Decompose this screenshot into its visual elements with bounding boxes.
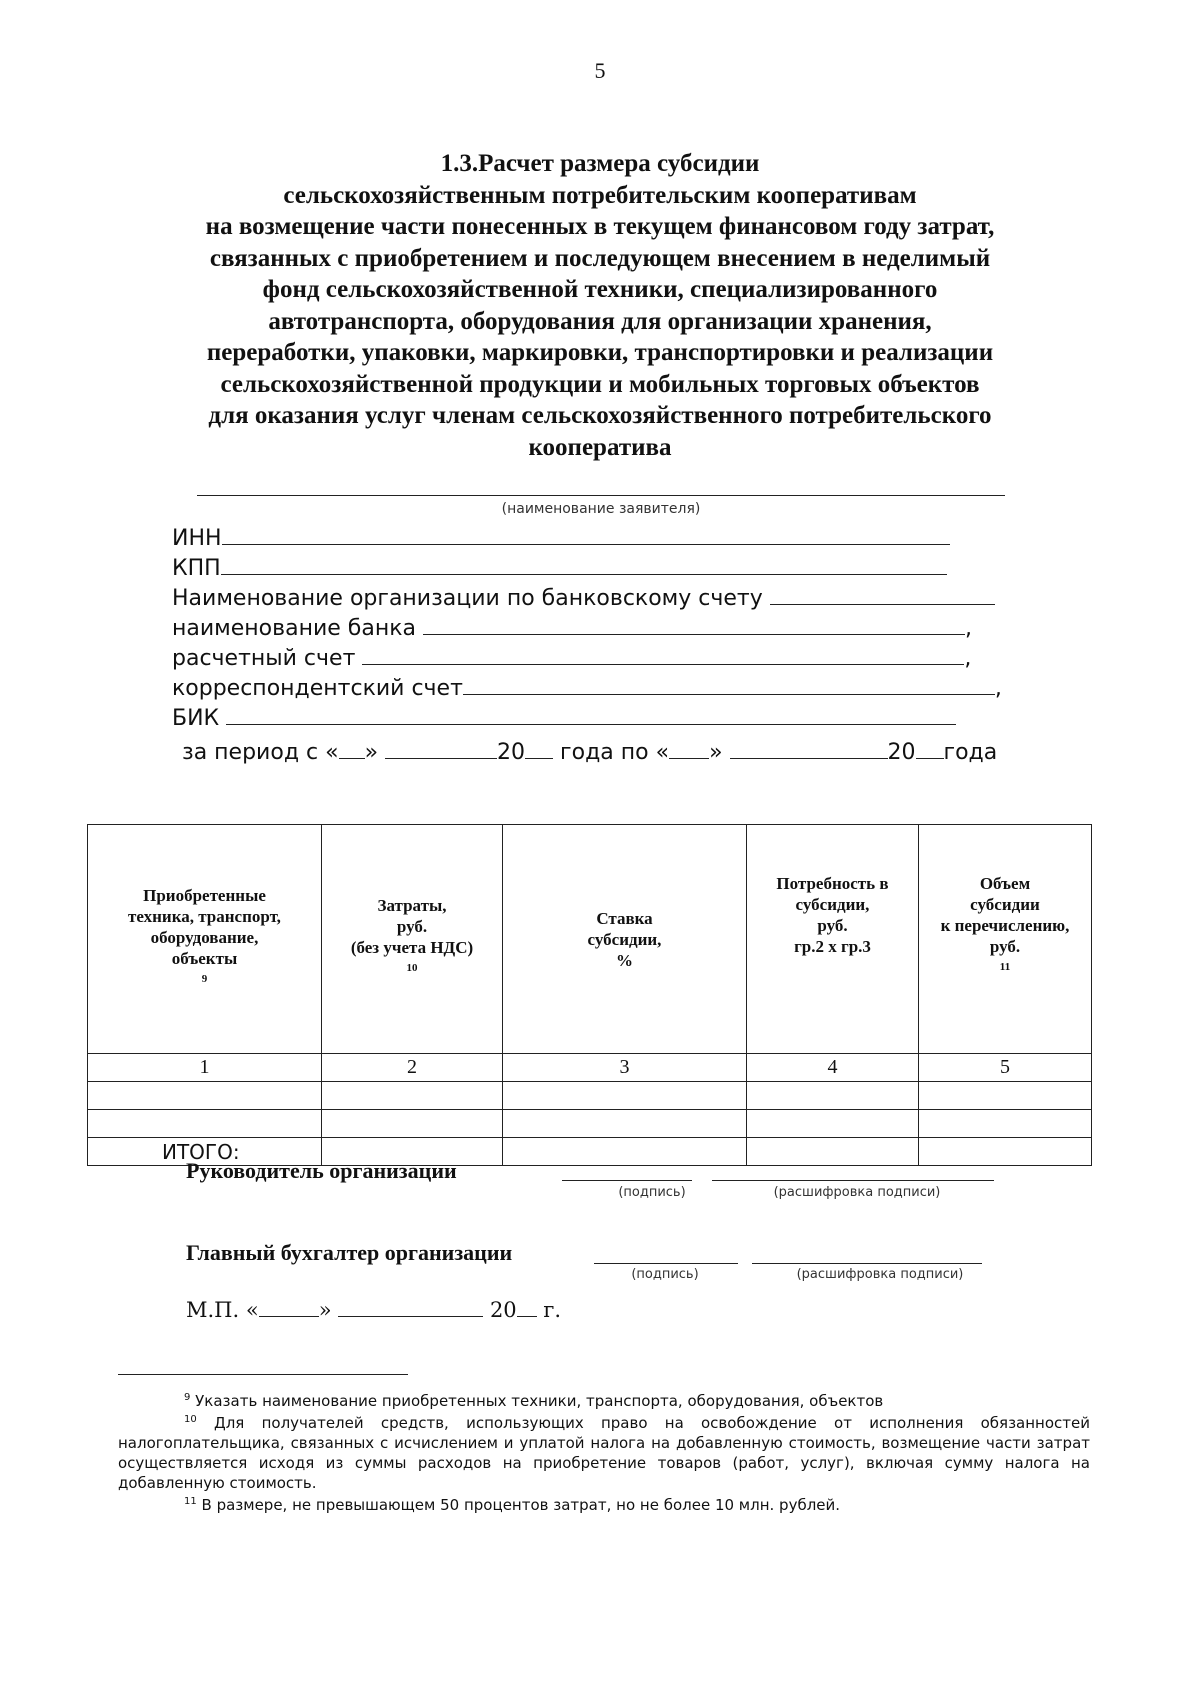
footnote-number: 10 xyxy=(184,1414,197,1425)
table-cell[interactable] xyxy=(88,1110,322,1138)
footnote-separator xyxy=(118,1374,408,1375)
table-cell[interactable] xyxy=(747,1110,919,1138)
header-line-inline: руб. xyxy=(989,937,1021,956)
header-line-inline: (без учета НДС) xyxy=(350,938,474,958)
bik-label: БИК xyxy=(172,706,220,731)
title-line: кооператива xyxy=(528,433,672,461)
header-line: руб. xyxy=(396,917,428,937)
column-number: 1 xyxy=(88,1054,322,1082)
document-title xyxy=(150,148,1050,463)
header-cell xyxy=(322,825,503,1054)
period-start-year-field[interactable] xyxy=(525,736,553,759)
column-number: 3 xyxy=(503,1054,747,1082)
org-name-row xyxy=(172,582,995,612)
period-end-day-field[interactable] xyxy=(669,736,709,759)
signature-caption: (подпись) xyxy=(618,1185,686,1200)
header-line: субсидии, xyxy=(587,929,662,949)
stamp-month-field[interactable] xyxy=(338,1296,483,1317)
header-line: оборудование, xyxy=(150,927,259,947)
period-mid: года по « xyxy=(560,740,670,765)
stamp-date-row xyxy=(186,1296,561,1322)
title-line: на возмещение части понесенных в текущем финансовом году затрат, xyxy=(205,213,995,240)
column-number-row xyxy=(88,1054,1092,1082)
header-line: Ставка xyxy=(596,908,653,928)
head-signature-field[interactable] xyxy=(562,1180,692,1181)
footnote-ref: 9 xyxy=(201,972,208,985)
comma: , xyxy=(964,646,972,671)
org-name-label: Наименование организации по банковскому счету xyxy=(172,586,763,611)
applicant-caption: (наименование заявителя) xyxy=(501,501,701,517)
year-prefix: 20 xyxy=(497,740,526,765)
header-line: техника, транспорт, xyxy=(128,906,281,926)
bik-field[interactable] xyxy=(226,702,956,725)
title-line: 1.3.Расчет размера субсидии xyxy=(440,150,760,177)
corr-account-row xyxy=(172,672,1002,702)
footnote-number: 11 xyxy=(184,1496,197,1507)
header-line: Потребность в xyxy=(776,874,889,893)
table-cell[interactable] xyxy=(322,1110,503,1138)
table-cell[interactable] xyxy=(919,1138,1092,1166)
account-label: расчетный счет xyxy=(172,646,356,671)
quote-close: » xyxy=(318,1298,332,1322)
table-header-row xyxy=(88,825,1092,1054)
decode-caption: (расшифровка подписи) xyxy=(773,1185,941,1200)
subsidy-table xyxy=(87,824,1092,1166)
head-signature-label: Руководитель организации xyxy=(186,1158,457,1183)
inn-label: ИНН xyxy=(172,526,222,551)
stamp-day-field[interactable] xyxy=(259,1296,319,1317)
bank-name-row xyxy=(172,612,972,642)
header-line: Объем xyxy=(979,874,1031,893)
footnote-number: 9 xyxy=(184,1392,191,1403)
title-line: автотранспорта, оборудования для организации хранения, xyxy=(268,307,932,335)
table-row xyxy=(88,1110,1092,1138)
column-number: 4 xyxy=(747,1054,919,1082)
total-label: ИТОГО: xyxy=(88,1138,322,1166)
column-number: 2 xyxy=(322,1054,503,1082)
chief-accountant-signature-label: Главный бухгалтер организации xyxy=(186,1240,513,1265)
bank-name-label: наименование банка xyxy=(172,616,416,641)
quote-close: » xyxy=(364,740,379,765)
footnote-text: Для получателей средств, использующих право на освобождение от исполнения обязанностей налогоплательщика, связанных с исчислением и уплатой налога на добавленную стоимость, возмещение части затрат осуществляется исходя из суммы расходов на приобретение товаров (работ, услуг), включая сумму налога на добавленную стоимость. xyxy=(118,1414,1090,1492)
table-cell[interactable] xyxy=(747,1138,919,1166)
period-prefix: за период с « xyxy=(182,740,339,765)
corr-account-field[interactable] xyxy=(463,672,995,695)
header-line-inline: объекты xyxy=(171,948,238,968)
chief-accountant-signature-field[interactable] xyxy=(594,1263,738,1264)
comma: , xyxy=(994,676,1002,701)
table-cell[interactable] xyxy=(503,1138,747,1166)
footnote-text: Указать наименование приобретенных техники, транспорта, оборудования, объектов xyxy=(195,1392,884,1410)
kpp-field[interactable] xyxy=(221,552,947,575)
header-cell xyxy=(747,825,919,1054)
account-row xyxy=(172,642,971,672)
title-line: сельскохозяйственной продукции и мобильных торговых объектов xyxy=(220,370,980,398)
footnote-ref: 10 xyxy=(406,962,418,975)
header-line: руб. xyxy=(817,916,848,935)
header-line: гр.2 х гр.3 xyxy=(794,937,871,956)
footnote-9 xyxy=(118,1388,1090,1411)
header-line: субсидии xyxy=(970,895,1040,914)
period-row xyxy=(182,736,997,768)
footnote-text: В размере, не превышающем 50 процентов затрат, но не более 10 млн. рублей. xyxy=(201,1496,841,1514)
footnote-11 xyxy=(118,1492,1090,1515)
title-line: связанных с приобретением и последующем внесением в неделимый xyxy=(209,244,991,272)
header-line: субсидии, xyxy=(795,895,870,914)
applicant-name-field[interactable] xyxy=(197,495,1005,496)
title-line: переработки, упаковки, маркировки, транспортировки и реализации xyxy=(206,339,994,366)
column-number: 5 xyxy=(919,1054,1092,1082)
period-end-month-field[interactable] xyxy=(730,736,888,759)
period-start-day-field[interactable] xyxy=(339,736,365,759)
kpp-label: КПП xyxy=(172,556,221,581)
header-cell xyxy=(88,825,322,1054)
header-line: Затраты, xyxy=(377,896,447,916)
header-line: к перечислению, xyxy=(940,916,1070,935)
account-field[interactable] xyxy=(362,642,964,665)
table-cell[interactable] xyxy=(503,1110,747,1138)
period-end: года xyxy=(943,740,998,765)
kpp-row xyxy=(172,552,947,582)
org-name-field[interactable] xyxy=(770,582,995,605)
period-end-year-field[interactable] xyxy=(916,736,944,759)
header-line: Приобретенные xyxy=(143,885,266,905)
title-line: сельскохозяйственным потребительским кооперативам xyxy=(283,181,917,209)
signature-caption: (подпись) xyxy=(631,1267,699,1282)
stamp-year-suffix: г. xyxy=(543,1298,562,1322)
quote-close: » xyxy=(709,740,723,765)
page-number: 5 xyxy=(594,58,606,83)
header-cell xyxy=(503,825,747,1054)
corr-account-label: корреспондентский счет xyxy=(172,676,463,701)
inn-field[interactable] xyxy=(222,522,950,545)
table-row xyxy=(88,1082,1092,1110)
header-line: % xyxy=(616,950,633,970)
chief-accountant-decode-field[interactable] xyxy=(752,1263,982,1264)
table-cell[interactable] xyxy=(503,1082,747,1110)
stamp-year-prefix: 20 xyxy=(489,1298,517,1322)
inn-row xyxy=(172,522,950,552)
header-cell xyxy=(919,825,1092,1054)
head-decode-field[interactable] xyxy=(712,1180,994,1181)
title-line: для оказания услуг членам сельскохозяйственного потребительского xyxy=(208,402,992,429)
table-cell[interactable] xyxy=(88,1082,322,1110)
stamp-year-field[interactable] xyxy=(517,1296,537,1317)
footnote-ref: 11 xyxy=(999,961,1011,973)
decode-caption: (расшифровка подписи) xyxy=(796,1267,964,1282)
bank-name-field[interactable] xyxy=(423,612,965,635)
bik-row xyxy=(172,702,956,732)
footnote-10 xyxy=(118,1410,1090,1493)
comma: , xyxy=(965,616,972,641)
table-cell[interactable] xyxy=(747,1082,919,1110)
stamp-label: М.П. « xyxy=(186,1298,259,1322)
table-cell[interactable] xyxy=(919,1110,1092,1138)
title-line: фонд сельскохозяйственной техники, специализированного xyxy=(262,276,938,303)
year-prefix: 20 xyxy=(887,740,916,765)
period-start-month-field[interactable] xyxy=(385,736,497,759)
table-cell[interactable] xyxy=(919,1082,1092,1110)
table-cell[interactable] xyxy=(322,1082,503,1110)
